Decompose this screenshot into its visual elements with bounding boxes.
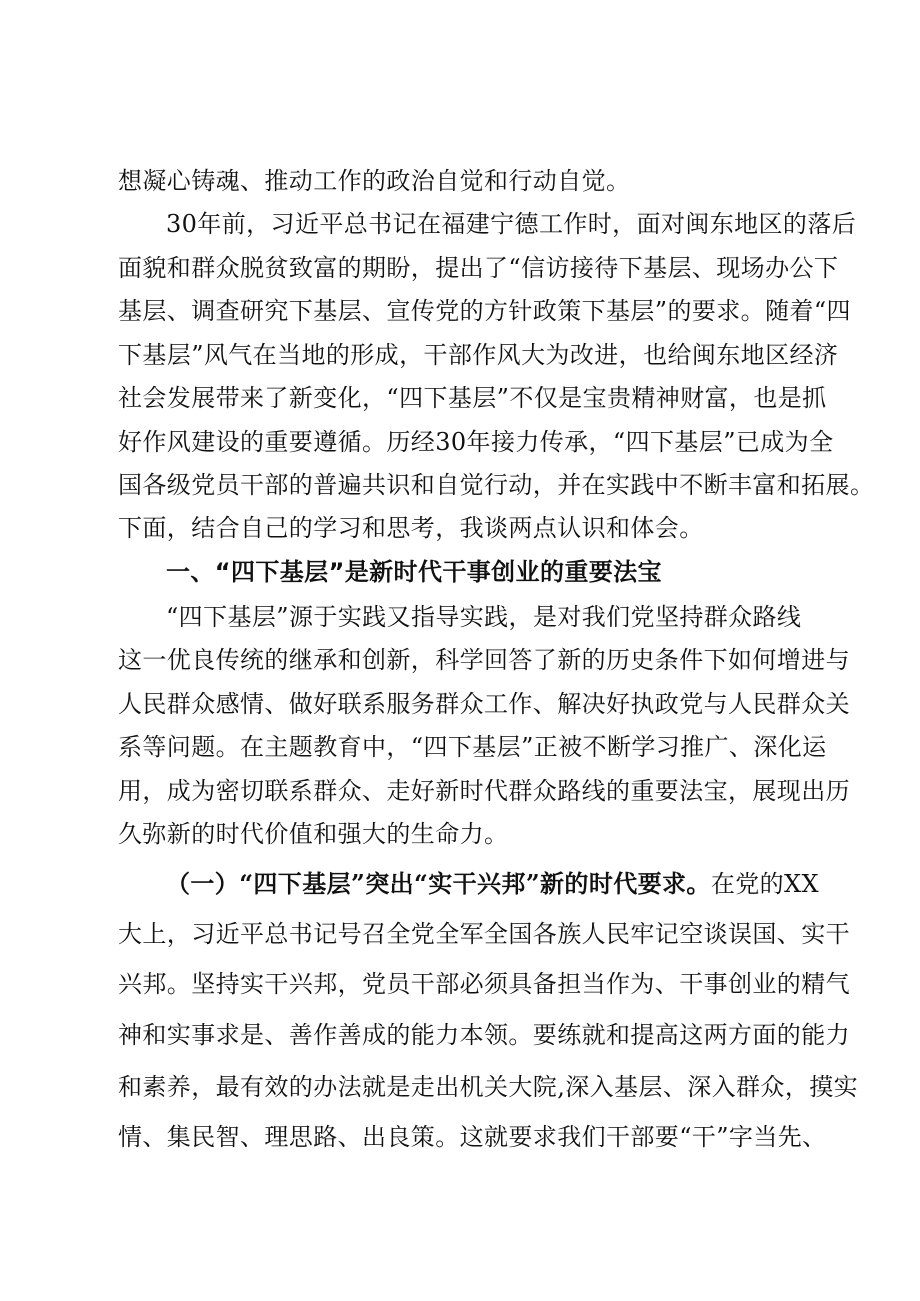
subsection-line (166, 869, 818, 899)
paragraph-line: 基层、调查研究下基层、宣传党的方针政策下基层”的要求。随着“四 (118, 297, 851, 325)
paragraph-line: 好作风建设的重要遵循。历经30年接力传承，“四下基层”已成为全 (118, 428, 834, 456)
subsection-heading: （一）“四下基层”突出“实干兴邦”新的时代要求。 (166, 869, 711, 898)
paragraph-line: “四下基层”源于实践又指导实践，是对我们党坚持群众路线 (166, 603, 802, 631)
paragraph-line: 情、集民智、理思路、出良策。这就要求我们干部要“干”字当先、 (118, 1123, 827, 1151)
paragraph-line: 人民群众感情、做好联系服务群众工作、解决好执政党与人民群众关 (118, 690, 850, 718)
paragraph-line: 下基层”风气在当地的形成，干部作风大为改进，也给闽东地区经济 (118, 341, 839, 369)
paragraph-line: 系等问题。在主题教育中，“四下基层”正被不断学习推广、深化运 (118, 733, 827, 761)
paragraph-line: 久弥新的时代价值和强大的生命力。 (118, 820, 509, 848)
paragraph-line: 想凝心铸魂、推动工作的政治自觉和行动自觉。 (118, 167, 631, 195)
paragraph-line: 下面，结合自己的学习和思考，我谈两点认识和体会。 (118, 514, 704, 542)
paragraph-line: 和素养，最有效的办法就是走出机关大院,深入基层、深入群众，摸实 (118, 1073, 859, 1101)
subsection-text: 在党的XX (710, 870, 819, 898)
paragraph-line: 国各级党员干部的普遍共识和自觉行动，并在实践中不断丰富和拓展。 (118, 471, 875, 499)
paragraph-line: 大上，习近平总书记号召全党全军全国各族人民牢记空谈误国、实干 (118, 920, 850, 948)
paragraph-line: 社会发展带来了新变化，“四下基层”不仅是宝贵精神财富，也是抓 (118, 384, 827, 412)
paragraph-line: 神和实事求是、善作善成的能力本领。要练就和提高这两方面的能力 (118, 1021, 850, 1049)
paragraph-line: 30年前，习近平总书记在福建宁德工作时，面对闽东地区的落后 (166, 210, 857, 238)
paragraph-line: 面貌和群众脱贫致富的期盼，提出了“信访接待下基层、现场办公下 (118, 254, 839, 282)
paragraph-line: 这一优良传统的继承和创新，科学回答了新的历史条件下如何增进与 (118, 646, 850, 674)
paragraph-line: 兴邦。坚持实干兴邦，党员干部必须具备担当作为、干事创业的精气 (118, 970, 850, 998)
paragraph-line: 用，成为密切联系群众、走好新时代群众路线的重要法宝，展现出历 (118, 777, 850, 805)
section-heading: 一、“四下基层”是新时代干事创业的重要法宝 (166, 558, 662, 586)
